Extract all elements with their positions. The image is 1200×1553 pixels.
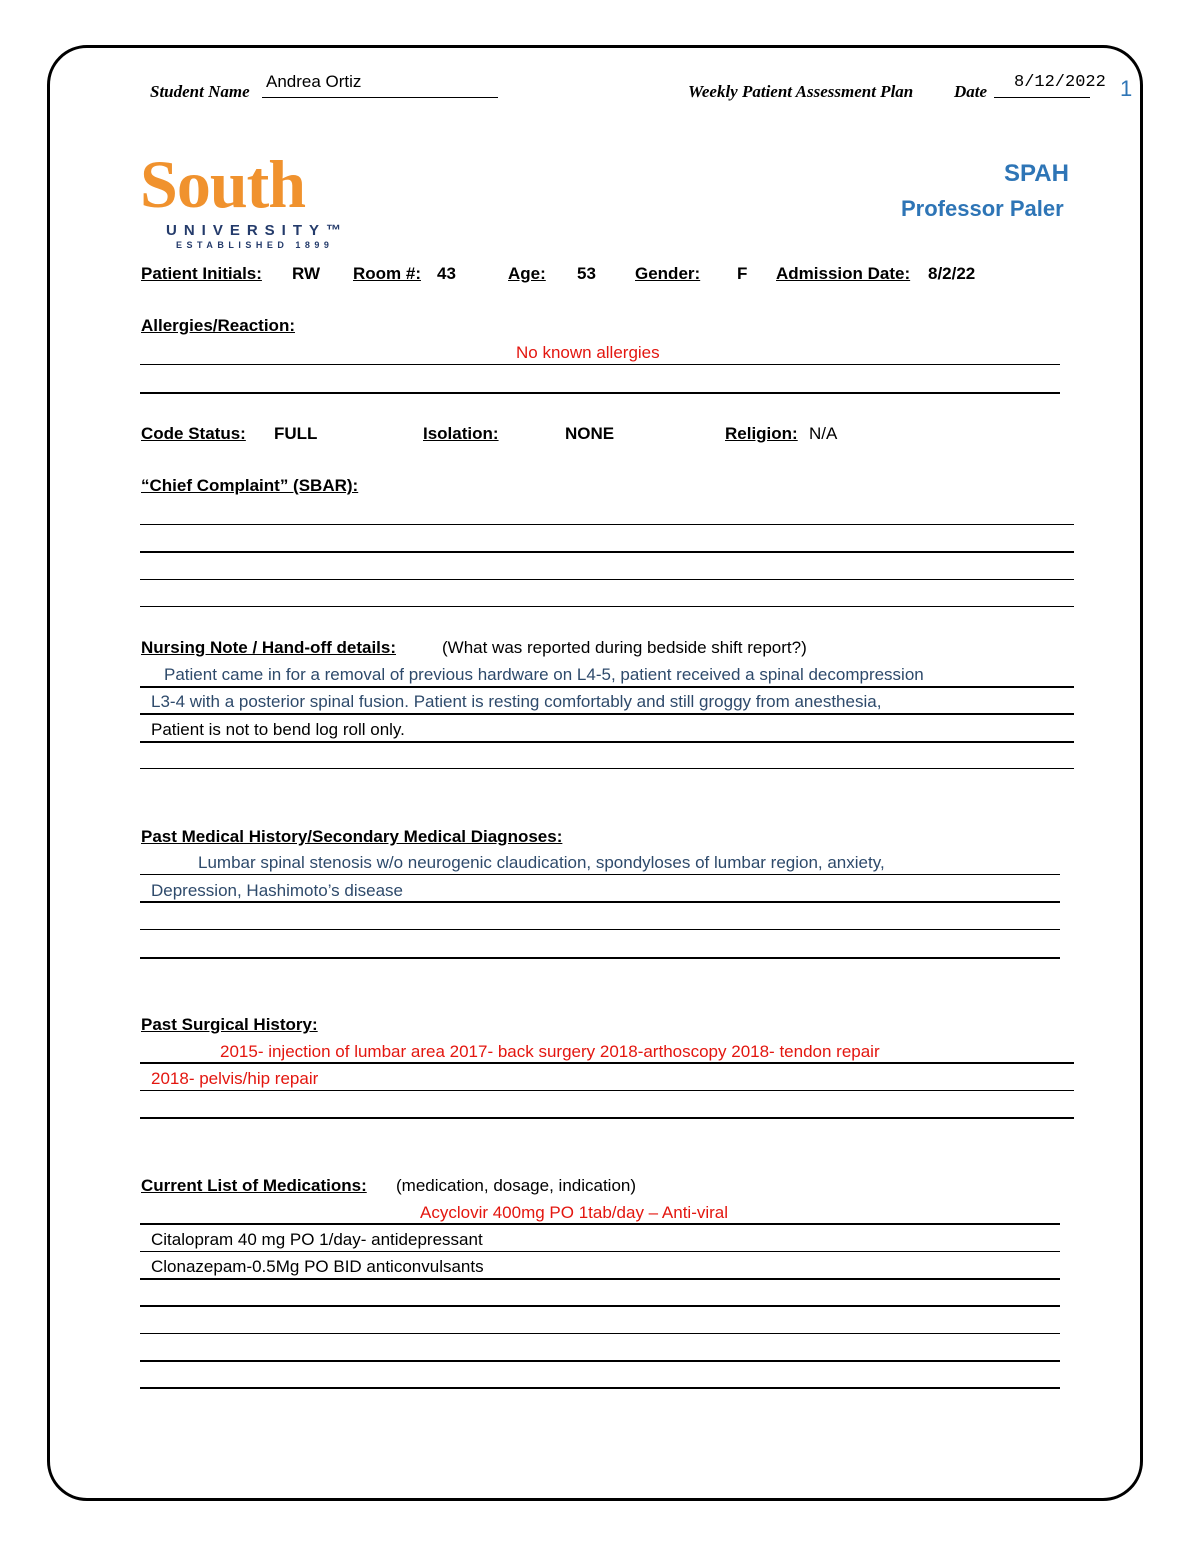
nursing-note-hint: (What was reported during bedside shift report?): [442, 638, 807, 657]
medical-history-line-3: [140, 929, 1060, 930]
medical-history-line-2: [140, 901, 1060, 903]
nursing-note-line-text-3: Patient is not to bend log roll only.: [151, 720, 405, 739]
student-name-label: Student Name: [150, 82, 250, 101]
nursing-note-line-3: [140, 741, 1074, 743]
admission-date-label: Admission Date:: [776, 264, 911, 283]
medication-line-7: [140, 1387, 1060, 1389]
nursing-note-line-2: [140, 713, 1074, 715]
medication-line-6: [140, 1360, 1060, 1362]
chief-complaint-line-4: [140, 606, 1074, 607]
age-value: 53: [577, 264, 596, 283]
medical-history-line-1: [140, 874, 1060, 875]
code-status-label: Code Status:: [141, 424, 246, 443]
medication-line-5: [140, 1333, 1060, 1334]
professor-name: Professor Paler: [901, 196, 1064, 221]
medications-hint: (medication, dosage, indication): [396, 1176, 637, 1195]
nursing-note-line-4: [140, 768, 1074, 769]
medical-history-line-4: [140, 957, 1060, 959]
logo-wordmark: South: [140, 146, 306, 222]
room-label: Room #:: [353, 264, 421, 283]
nursing-note-line-1: [140, 686, 1074, 688]
date-value: 8/12/2022: [1014, 73, 1106, 92]
nursing-note-label: Nursing Note / Hand-off details:: [141, 638, 396, 657]
isolation-value: NONE: [565, 424, 615, 443]
page-number: 1: [1120, 76, 1133, 101]
medication-line-4: [140, 1305, 1060, 1307]
surgical-history-line-text-1: 2015- injection of lumbar area 2017- back surgery 2018-arthoscopy 2018- tendon repair: [220, 1042, 880, 1061]
date-underline: [994, 97, 1090, 98]
surgical-history-line-3: [140, 1117, 1074, 1119]
surgical-history-line-text-2: 2018- pelvis/hip repair: [151, 1069, 319, 1088]
logo-established: ESTABLISHED 1899: [176, 240, 334, 250]
medication-line-text-3: Clonazepam-0.5Mg PO BID anticonvulsants: [151, 1257, 484, 1276]
medication-line-text-1: Acyclovir 400mg PO 1tab/day – Anti-viral: [420, 1203, 729, 1222]
student-name-value: Andrea Ortiz: [266, 72, 362, 91]
isolation-label: Isolation:: [423, 424, 499, 443]
medical-history-line-text-1: Lumbar spinal stenosis w/o neurogenic claudication, spondyloses of lumbar region, anxiety,: [198, 853, 885, 872]
medical-history-label: Past Medical History/Secondary Medical Diagnoses:: [141, 827, 563, 846]
religion-label: Religion:: [725, 424, 798, 443]
admission-date-value: 8/2/22: [928, 264, 976, 283]
allergies-line-2: [140, 392, 1060, 394]
medication-line-2: [140, 1251, 1060, 1252]
medication-line-text-2: Citalopram 40 mg PO 1/day- antidepressant: [151, 1230, 483, 1249]
religion-value: N/A: [809, 424, 838, 443]
patient-initials-label: Patient Initials:: [141, 264, 262, 283]
nursing-note-line-text-1: Patient came in for a removal of previous hardware on L4-5, patient received a spinal decompression: [164, 665, 924, 684]
surgical-history-line-2: [140, 1090, 1074, 1091]
room-value: 43: [437, 264, 456, 283]
allergies-line-1: [140, 364, 1060, 365]
medication-line-3: [140, 1278, 1060, 1280]
chief-complaint-line-3: [140, 579, 1074, 580]
medication-line-1: [140, 1223, 1060, 1225]
chief-complaint-line-1: [140, 524, 1074, 525]
nursing-note-line-text-2: L3-4 with a posterior spinal fusion. Patient is resting comfortably and still groggy from anesthesia,: [151, 692, 882, 711]
age-label: Age:: [508, 264, 546, 283]
allergies-text: No known allergies: [516, 343, 660, 362]
patient-initials-value: RW: [292, 264, 321, 283]
surgical-history-label: Past Surgical History:: [141, 1015, 318, 1034]
student-name-underline: [262, 97, 498, 98]
plan-title: Weekly Patient Assessment Plan: [688, 82, 914, 101]
gender-value: F: [737, 264, 748, 283]
south-university-logo: [140, 146, 349, 250]
allergies-label: Allergies/Reaction:: [141, 316, 295, 335]
chief-complaint-line-2: [140, 551, 1074, 553]
gender-label: Gender:: [635, 264, 701, 283]
logo-subtitle: UNIVERSITY™: [166, 222, 349, 239]
chief-complaint-label: “Chief Complaint” (SBAR):: [141, 476, 359, 495]
date-label: Date: [954, 82, 988, 101]
medications-label: Current List of Medications:: [141, 1176, 367, 1195]
code-status-value: FULL: [274, 424, 318, 443]
facility-name: SPAH: [1004, 160, 1069, 187]
medical-history-line-text-2: Depression, Hashimoto’s disease: [151, 881, 403, 900]
surgical-history-line-1: [140, 1062, 1074, 1064]
